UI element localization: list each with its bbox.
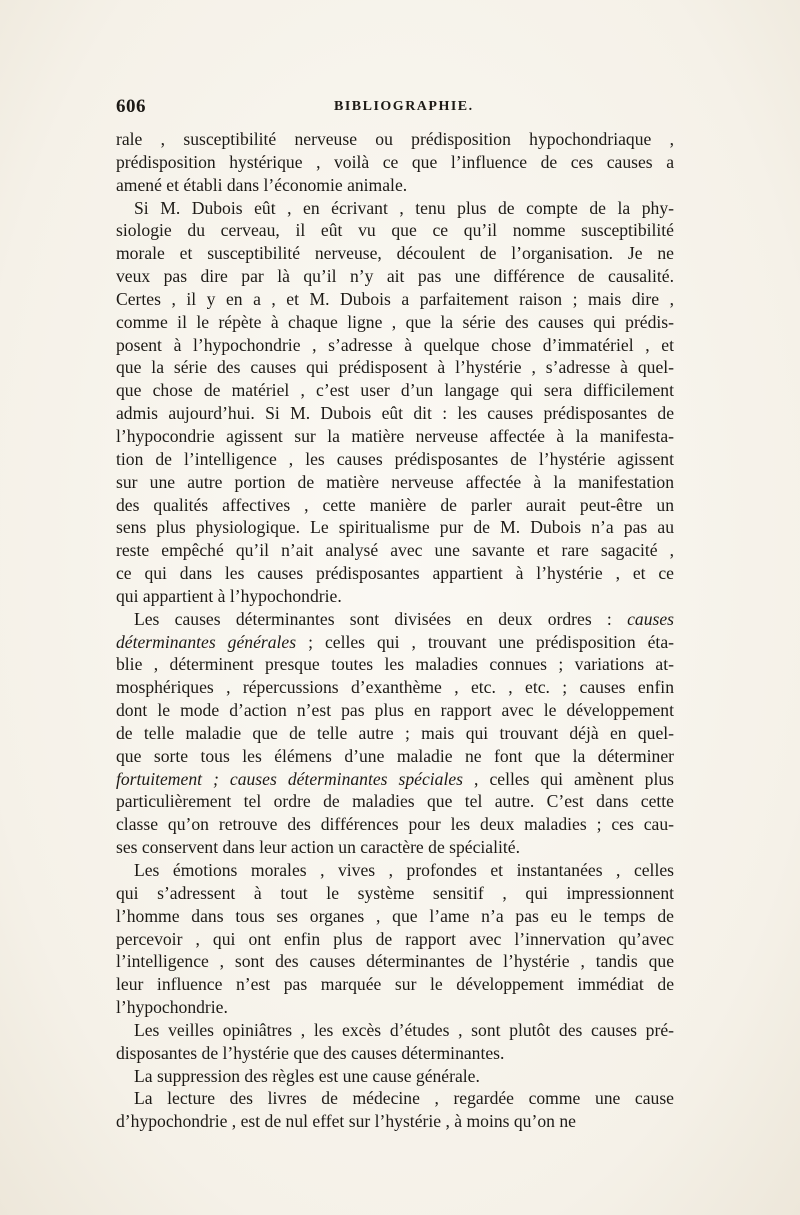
text-line: qui appartient à l’hypochondrie. [116,585,342,606]
text-line: qui s’adressent à tout le système sensitif , qui impressionnent [116,882,674,903]
text-line: mosphériques , répercussions d’exanthème , etc. , etc. ; causes enfin [116,677,674,698]
text-line: l’intelligence , sont des causes déterminantes de l’hystérie , tandis que [116,951,674,972]
paragraph [116,1087,674,1133]
page-number: 606 [116,96,146,117]
text-line: disposantes de l’hystérie que des causes déterminantes. [116,1042,505,1063]
text-line: l’hypochondrie. [116,997,228,1018]
paragraph [116,197,674,608]
paragraph [116,1019,674,1065]
text-line: comme il le répète à chaque ligne , que la série des causes qui prédis- [116,311,674,332]
text-line: d’hypochondrie , est de nul effet sur l’hystérie , à moins qu’on ne [116,1111,576,1132]
body-text [116,128,674,1133]
text-line: siologie du cerveau, il eût vu que ce qu’il nomme susceptibilité [116,220,674,241]
text-line: déterminantes générales ; celles qui , trouvant une prédisposition éta- [116,631,674,652]
text-line: sens plus physiologique. Le spiritualisme pur de M. Dubois n’a pas au [116,517,674,538]
text-line: leur influence n’est pas marquée sur le développement immédiat de [116,974,674,995]
text-line: ce qui dans les causes prédisposantes appartient à l’hystérie , et ce [116,563,674,584]
text-line: ses conservent dans leur action un caractère de spécialité. [116,837,520,858]
text-line: La suppression des règles est une cause générale. [134,1065,480,1086]
text-line: morale et susceptibilité nerveuse, découlent de l’organisation. Je ne [116,243,674,264]
paragraph [116,1065,674,1088]
text-line: l’hypocondrie agissent sur la matière nerveuse affectée à la manifesta- [116,425,674,446]
running-title: BIBLIOGRAPHIE. [334,99,474,114]
text-line: que chose de matériel , c’est user d’un langage qui sera difficilement [116,380,674,401]
text-line: Les causes déterminantes sont divisées en deux ordres : causes [134,608,674,629]
text-line: amené et établi dans l’économie animale. [116,174,408,195]
text-line: dont le mode d’action n’est pas plus en rapport avec le développement [116,700,674,721]
text-line: l’homme dans tous ses organes , que l’ame n’a pas eu le temps de [116,905,674,926]
text-line: Certes , il y en a , et M. Dubois a parfaitement raison ; mais dire , [116,288,674,309]
text-line: Les émotions morales , vives , profondes et instantanées , celles [134,860,674,880]
text-line: sur une autre portion de matière nerveuse affectée à la manifestation [116,471,674,492]
text-line: admis aujourd’hui. Si M. Dubois eût dit : les causes prédisposantes de [116,403,674,424]
text-line: classe qu’on retrouve des différences pour les deux maladies ; ces cau- [116,814,674,835]
text-line: percevoir , qui ont enfin plus de rapport avec l’innervation qu’avec [116,928,674,949]
text-line: tion de l’intelligence , les causes prédisposantes de l’hystérie agissent [116,448,674,469]
text-line: veux pas dire par là qu’il n’y ait pas une différence de causalité. [116,266,674,287]
text-line: que la série des causes qui prédisposent à l’hystérie , s’adresse à quel- [116,357,674,378]
text-line: que sorte tous les élémens d’une maladie ne font que la déterminer [116,745,674,766]
text-line: Si M. Dubois eût , en écrivant , tenu plus de compte de la phy- [134,197,674,218]
text-line: posent à l’hypochondrie , s’adresse à quelque chose d’immatériel , et [116,334,674,355]
text-line: Les veilles opiniâtres , les excès d’études , sont plutôt des causes pré- [134,1019,674,1040]
paragraph [116,128,674,197]
text-line: rale , susceptibilité nerveuse ou prédisposition hypochondriaque , [116,129,674,149]
text-line: de telle maladie que de telle autre ; mais qui trouvant déjà en quel- [116,722,674,743]
text-line: fortuitement ; causes déterminantes spéciales , celles qui amènent plus [116,768,674,789]
paragraph [116,859,674,1019]
text-line: blie , déterminent presque toutes les maladies connues ; variations at- [116,654,674,675]
paragraph [116,608,674,859]
text-line: prédisposition hystérique , voilà ce que l’influence de ces causes a [116,151,674,172]
text-line: particulièrement tel ordre de maladies que tel autre. C’est dans cette [116,791,674,812]
text-line: reste empêché qu’il n’ait analysé avec une savante et rare sagacité , [116,540,674,561]
page-header [116,96,676,122]
text-line: La lecture des livres de médecine , regardée comme une cause [134,1088,674,1109]
text-line: des qualités affectives , cette manière de parler aurait peut-être un [116,494,674,515]
